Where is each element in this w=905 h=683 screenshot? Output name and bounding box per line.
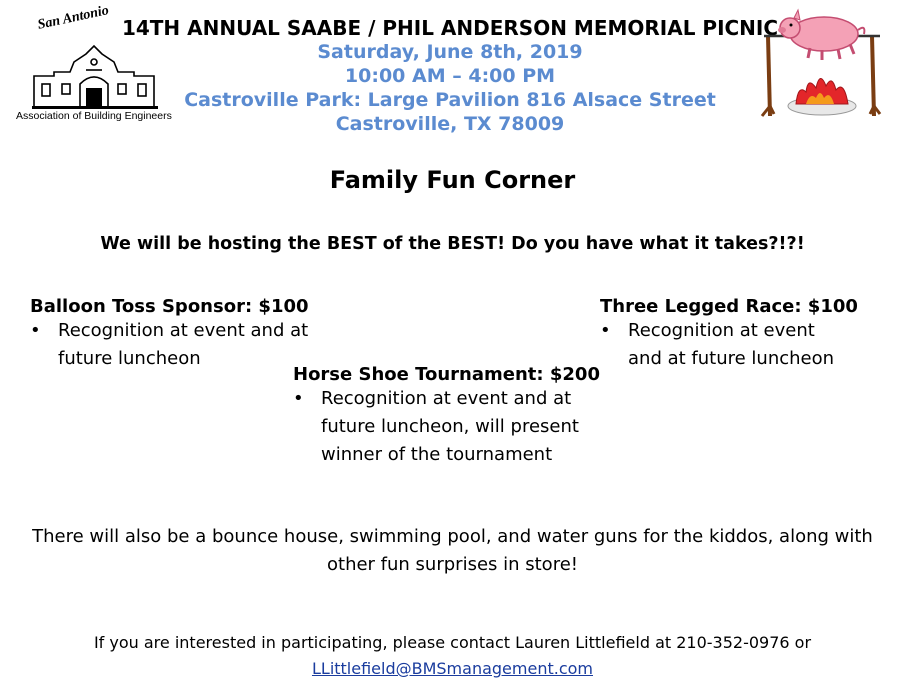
contact-email-link[interactable]: LLittlefield@BMSmanagement.com — [311, 659, 593, 678]
logo-top-text: San Antonio — [36, 3, 111, 33]
contact-info — [0, 630, 905, 682]
extras-line: other fun surprises in store! — [327, 554, 578, 575]
extras-line: There will also be a bounce house, swimming pool, and water guns for the kiddos, along with — [32, 526, 873, 547]
event-title: 14TH ANNUAL SAABE / PHIL ANDERSON MEMORIAL PICNIC — [121, 16, 779, 40]
bullet-icon: • — [600, 320, 611, 341]
benefit-line: and at future luncheon — [628, 348, 835, 369]
section-title: Family Fun Corner — [329, 166, 576, 194]
benefit-line: winner of the tournament — [321, 444, 553, 465]
balloon-toss-benefit — [30, 317, 330, 373]
benefit-line: future luncheon, will present — [321, 416, 579, 437]
horse-shoe-title: Horse Shoe Tournament: $200 — [293, 364, 600, 385]
horse-shoe-sponsorship — [293, 364, 603, 469]
benefit-line: Recognition at event — [628, 320, 815, 341]
three-legged-race-title: Three Legged Race: $100 — [600, 296, 858, 317]
tagline: We will be hosting the BEST of the BEST! Do you have what it takes?!?! — [100, 234, 805, 254]
balloon-toss-title: Balloon Toss Sponsor: $100 — [30, 296, 309, 317]
bullet-icon: • — [30, 320, 41, 341]
horse-shoe-benefit — [293, 385, 603, 469]
logo-bottom-text: Association of Building Engineers — [16, 110, 172, 122]
contact-line: If you are interested in participating, please contact Lauren Littlefield at 210-352-0976 or — [93, 633, 812, 652]
pig-roast-icon — [760, 6, 885, 126]
benefit-line: Recognition at event and at — [58, 320, 309, 341]
benefit-line: Recognition at event and at — [321, 388, 572, 409]
bullet-icon: • — [293, 388, 304, 409]
extras-paragraph — [20, 523, 885, 579]
event-date: Saturday, June 8th, 2019 — [317, 41, 583, 63]
benefit-line: future luncheon — [58, 348, 201, 369]
three-legged-race-benefit — [600, 317, 850, 373]
three-legged-race-sponsorship — [600, 296, 858, 373]
event-location: Castroville Park: Large Pavilion 816 Alsace Street — [184, 89, 716, 111]
event-city: Castroville, TX 78009 — [335, 113, 565, 135]
balloon-toss-sponsorship — [30, 296, 330, 373]
event-time: 10:00 AM – 4:00 PM — [344, 65, 556, 87]
event-header — [100, 16, 800, 136]
